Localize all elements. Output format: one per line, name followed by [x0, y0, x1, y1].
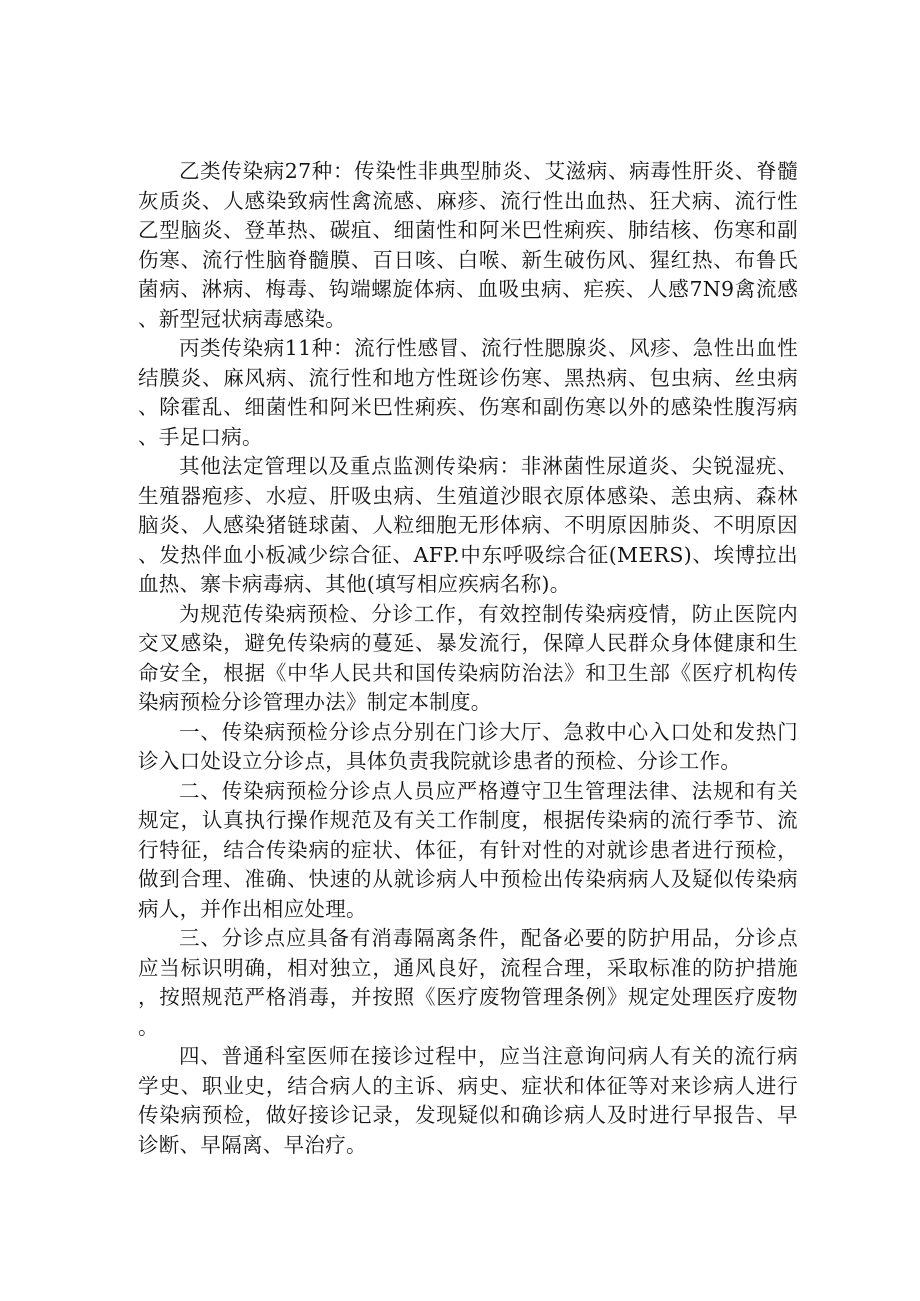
paragraph-other-monitored-diseases: 其他法定管理以及重点监测传染病：非淋菌性尿道炎、尖锐湿疣、生殖器疱疹、水痘、肝吸虫病、生殖道沙眼衣原体感染、恙虫病、森林脑炎、人感染猪链球菌、人粒细胞无形体病、不明原因肺炎、不明原因、发热伴血小板减少综合征、AFP.中东呼吸综合征(MERS)、埃博拉出血热、寨卡病毒病、其他(填写相应疾病名称)。 [138, 454, 798, 596]
paragraph-rule-1: 一、传染病预检分诊点分别在门诊大厅、急救中心入口处和发热门诊入口处设立分诊点，具体负责我院就诊患者的预检、分诊工作。 [138, 719, 798, 773]
paragraph-rule-2: 二、传染病预检分诊点人员应严格遵守卫生管理法律、法规和有关规定，认真执行操作规范及有关工作制度，根据传染病的流行季节、流行特征，结合传染病的症状、体征，有针对性的对就诊患者进行预检，做到合理、准确、快速的从就诊病人中预检出传染病病人及疑似传染病病人，并作出相应处理。 [138, 778, 798, 921]
paragraph-rule-4: 四、普通科室医师在接诊过程中，应当注意询问病人有关的流行病学史、职业史，结合病人的主诉、病史、症状和体征等对来诊病人进行传染病预检，做好接诊记录，发现疑似和确诊病人及时进行早报告、早诊断、早隔离、早治疗。 [138, 1044, 798, 1157]
paragraph-rule-3: 三、分诊点应具备有消毒隔离条件，配备必要的防护用品，分诊点应当标识明确，相对独立，通风良好，流程合理，采取标准的防护措施，按照规范严格消毒，并按照《医疗废物管理条例》规定处理医疗废物。 [138, 926, 798, 1039]
paragraph-class-b-diseases: 乙类传染病27种：传染性非典型肺炎、艾滋病、病毒性肝炎、脊髓灰质炎、人感染致病性禽流感、麻疹、流行性出血热、狂犬病、流行性乙型脑炎、登革热、碳疽、细菌性和阿米巴性痢疾、肺结核、伤寒和副伤寒、流行性脑脊髓膜、百日咳、白喉、新生破伤风、猩红热、布鲁氏菌病、淋病、梅毒、钩端螺旋体病、血吸虫病、疟疾、人感7N9禽流感、新型冠状病毒感染。 [138, 159, 798, 331]
paragraph-class-c-diseases: 丙类传染病11种：流行性感冒、流行性腮腺炎、风疹、急性出血性结膜炎、麻风病、流行性和地方性斑诊伤寒、黑热病、包虫病、丝虫病、除霍乱、细菌性和阿米巴性痢疾、伤寒和副伤寒以外的感染性腹泻病、手足口病。 [138, 336, 798, 449]
paragraph-purpose: 为规范传染病预检、分诊工作，有效控制传染病疫情，防止医院内交叉感染，避免传染病的蔓延、暴发流行，保障人民群众身体健康和生命安全，根据《中华人民共和国传染病防治法》和卫生部《医疗机构传染病预检分诊管理办法》制定本制度。 [138, 601, 798, 714]
document-page [138, 157, 798, 1160]
